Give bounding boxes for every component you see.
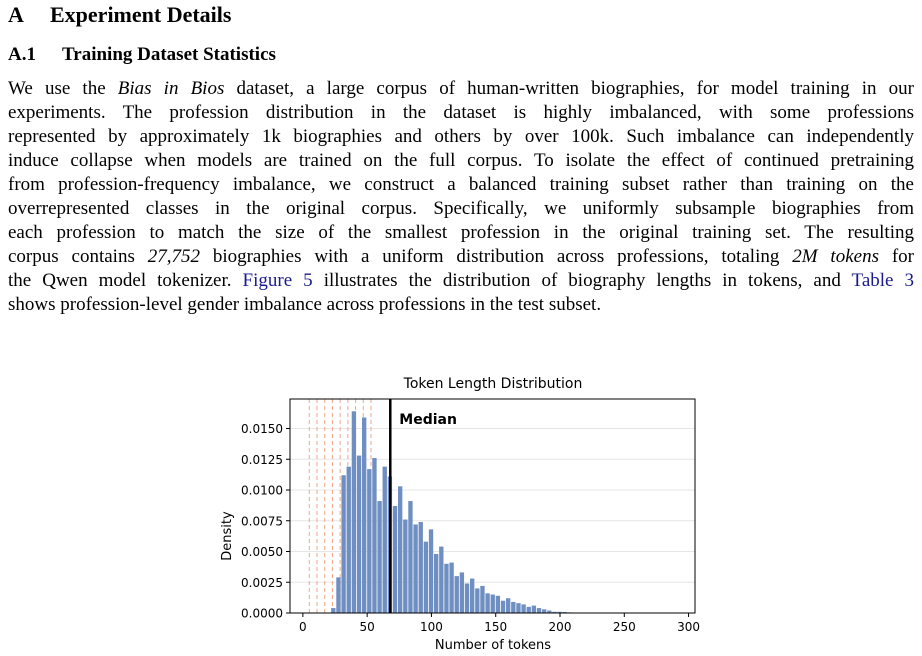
paragraph-line bbox=[8, 293, 914, 317]
histogram-bar bbox=[393, 506, 397, 613]
histogram-bar bbox=[362, 417, 366, 613]
histogram-bar bbox=[403, 520, 407, 613]
subsection-title bbox=[8, 44, 276, 66]
histogram-bar bbox=[475, 588, 479, 613]
histogram-bar bbox=[434, 554, 438, 613]
cross-reference-link[interactable]: Table 3 bbox=[851, 270, 914, 291]
text-run: We use the bbox=[8, 78, 118, 99]
paragraph-line bbox=[8, 149, 914, 173]
emphasis-text: 2M tokens bbox=[792, 246, 879, 267]
histogram-bar bbox=[383, 467, 387, 613]
x-tick-label: 0 bbox=[299, 620, 307, 634]
histogram-bar bbox=[419, 522, 423, 613]
x-tick-label: 150 bbox=[484, 620, 508, 634]
y-tick-label: 0.0125 bbox=[241, 452, 283, 467]
median-label: Median bbox=[399, 412, 457, 428]
text-run: the Qwen model tokenizer. bbox=[8, 270, 243, 291]
histogram-bar bbox=[352, 411, 356, 613]
text-run: shows profession-level gender imbalance across professions in the test subset. bbox=[8, 294, 602, 315]
section-title bbox=[8, 2, 231, 28]
histogram-bar bbox=[439, 547, 443, 613]
text-run: corpus contains bbox=[8, 246, 148, 267]
histogram-bar bbox=[470, 579, 474, 613]
histogram-bar bbox=[357, 456, 361, 613]
histogram-bar bbox=[542, 609, 546, 613]
histogram-bar bbox=[460, 572, 464, 613]
x-tick-label: 50 bbox=[359, 620, 375, 634]
y-tick-label: 0.0000 bbox=[241, 606, 283, 621]
histogram-bar bbox=[455, 576, 459, 613]
x-axis-label: Number of tokens bbox=[434, 638, 552, 653]
histogram-bar bbox=[444, 564, 448, 613]
histogram-bar bbox=[516, 603, 520, 613]
histogram-bar bbox=[496, 596, 500, 613]
histogram-bar bbox=[480, 586, 484, 613]
histogram-bar bbox=[501, 601, 505, 613]
histogram-bar bbox=[449, 563, 453, 613]
y-axis-label: Density bbox=[220, 511, 235, 561]
histogram-bar bbox=[521, 604, 525, 613]
paragraph-line bbox=[8, 221, 914, 245]
histogram-bar bbox=[527, 607, 531, 613]
histogram-bar bbox=[347, 467, 351, 613]
histogram-bar bbox=[424, 542, 428, 613]
section-number: A bbox=[8, 2, 24, 27]
y-tick-label: 0.0075 bbox=[241, 514, 283, 529]
section-title-text: Experiment Details bbox=[50, 2, 232, 27]
histogram-bar bbox=[485, 593, 489, 613]
histogram-bar bbox=[331, 608, 335, 613]
text-run: induce collapse when models are trained on the full corpus. To isolate the effect of continued pretraining bbox=[8, 150, 914, 171]
histogram-bar bbox=[336, 577, 340, 613]
text-run: represented by approximately 1k biographies and others by over 100k. Such imbalance can independently bbox=[8, 126, 914, 147]
histogram-bar bbox=[506, 598, 510, 613]
histogram-bar bbox=[372, 458, 376, 613]
histogram-bar bbox=[465, 583, 469, 613]
histogram-bar bbox=[537, 608, 541, 613]
text-run: dataset, a large corpus of human-written biographies, for model training in our bbox=[224, 78, 914, 99]
paragraph-line bbox=[8, 197, 914, 221]
paragraph-line bbox=[8, 245, 914, 269]
text-run: overrepresented classes in the original corpus. Specifically, we uniformly subsample biographies from bbox=[8, 198, 914, 219]
histogram-bar bbox=[491, 595, 495, 613]
histogram-bar bbox=[429, 529, 433, 613]
text-run: biographies with a uniform distribution across professions, totaling bbox=[199, 246, 793, 267]
token-length-histogram bbox=[200, 368, 720, 656]
paragraph-line bbox=[8, 173, 914, 197]
emphasis-text: 27,752 bbox=[147, 246, 200, 267]
text-run: experiments. The profession distribution in the dataset is highly imbalanced, with some professions bbox=[8, 102, 914, 123]
histogram-bar bbox=[367, 469, 371, 613]
text-run: each profession to match the size of the smallest profession in the original training set. The resulting bbox=[8, 222, 914, 243]
emphasis-text: Bias in Bios bbox=[117, 78, 225, 99]
y-tick-label: 0.0025 bbox=[241, 575, 283, 590]
histogram-bar bbox=[532, 606, 536, 613]
figure-token-length-distribution bbox=[200, 368, 720, 656]
x-tick-label: 250 bbox=[612, 620, 636, 634]
histogram-bar bbox=[341, 475, 345, 613]
paragraph-line bbox=[8, 77, 914, 101]
body-paragraph bbox=[8, 77, 914, 317]
paragraph-line bbox=[8, 101, 914, 125]
cross-reference-link[interactable]: Figure 5 bbox=[242, 270, 313, 291]
x-tick-label: 200 bbox=[548, 620, 572, 634]
y-tick-label: 0.0100 bbox=[241, 483, 283, 498]
text-run: for bbox=[878, 246, 914, 267]
subsection-number: A.1 bbox=[8, 44, 36, 65]
x-tick-label: 100 bbox=[419, 620, 443, 634]
histogram-bar bbox=[377, 501, 381, 613]
histogram-bar bbox=[408, 501, 412, 613]
paragraph-line bbox=[8, 269, 914, 293]
y-tick-label: 0.0050 bbox=[241, 545, 283, 560]
histogram-bar bbox=[413, 524, 417, 613]
chart-title: Token Length Distribution bbox=[403, 376, 583, 392]
y-tick-label: 0.0150 bbox=[241, 422, 283, 437]
histogram-bar bbox=[511, 602, 515, 613]
text-run: illustrates the distribution of biography lengths in tokens, and bbox=[312, 270, 852, 291]
paragraph-line bbox=[8, 125, 914, 149]
text-run: from profession-frequency imbalance, we construct a balanced training subset rather than training on the bbox=[8, 174, 914, 195]
subsection-title-text: Training Dataset Statistics bbox=[62, 44, 276, 65]
x-tick-label: 300 bbox=[677, 620, 701, 634]
histogram-bar bbox=[398, 486, 402, 613]
